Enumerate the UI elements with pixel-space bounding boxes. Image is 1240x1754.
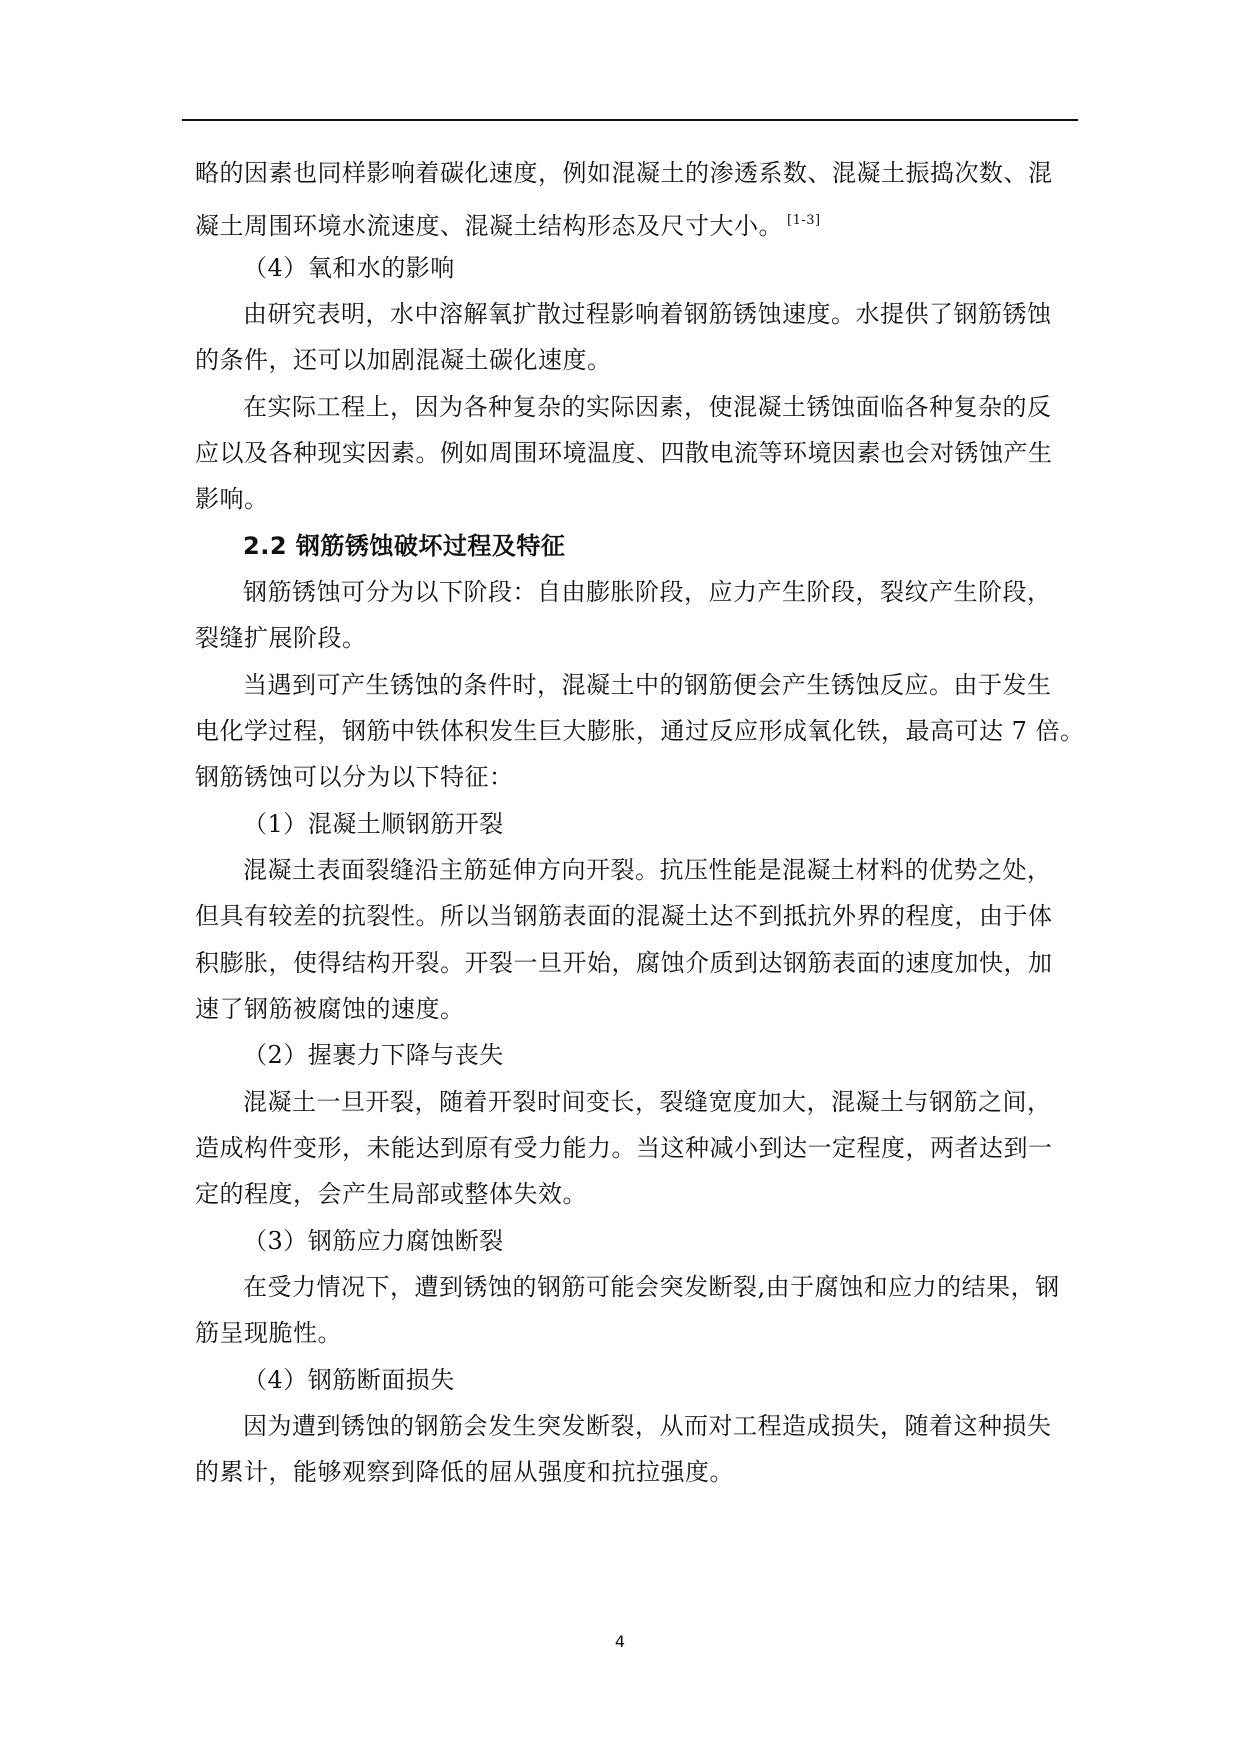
citation-reference: [1-3] (787, 213, 821, 228)
body-text-line: 的条件，还可以加剧混凝土碳化速度。 (195, 346, 612, 374)
body-text-line: 混凝土一旦开裂，随着开裂时间变长，裂缝宽度加大，混凝土与钢筋之间， (243, 1088, 1052, 1116)
subsection-item-heading: （3）钢筋应力腐蚀断裂 (243, 1227, 504, 1255)
body-text-line: 混凝土表面裂缝沿主筋延伸方向开裂。抗压性能是混凝土材料的优势之处， (243, 856, 1052, 884)
body-text-line: 钢筋锈蚀可以分为以下特征： (195, 763, 514, 791)
body-text-line: 应以及各种现实因素。例如周围环境温度、四散电流等环境因素也会对锈蚀产生 (195, 439, 1053, 467)
body-text-line: 当遇到可产生锈蚀的条件时，混凝土中的钢筋便会产生锈蚀反应。由于发生 (243, 671, 1052, 699)
body-text-line: 但具有较差的抗裂性。所以当钢筋表面的混凝土达不到抵抗外界的程度，由于体 (195, 902, 1053, 930)
body-text-line: 积膨胀，使得结构开裂。开裂一旦开始，腐蚀介质到达钢筋表面的速度加快，加 (195, 949, 1053, 977)
body-text-line: 略的因素也同样影响着碳化速度，例如混凝土的渗透系数、混凝土振捣次数、混 (195, 159, 1053, 187)
body-text-line: 在受力情况下，遭到锈蚀的钢筋可能会突发断裂,由于腐蚀和应力的结果，钢 (243, 1273, 1060, 1301)
body-text-line: 裂缝扩展阶段。 (195, 624, 367, 652)
body-text-line: 钢筋锈蚀可分为以下阶段：自由膨胀阶段，应力产生阶段，裂纹产生阶段， (243, 578, 1052, 606)
body-text-line: 速了钢筋被腐蚀的速度。 (195, 995, 465, 1023)
body-text-line: 因为遭到锈蚀的钢筋会发生突发断裂，从而对工程造成损失，随着这种损失 (243, 1412, 1052, 1440)
body-text-line: 凝土周围环境水流速度、混凝土结构形态及尺寸大小。 [1-3] (195, 212, 821, 240)
body-text-line: 的累计，能够观察到降低的屈从强度和抗拉强度。 (195, 1458, 734, 1486)
body-text-line: 定的程度，会产生局部或整体失效。 (195, 1180, 587, 1208)
page-number: 4 (614, 1632, 626, 1651)
body-text-line: 在实际工程上，因为各种复杂的实际因素，使混凝土锈蚀面临各种复杂的反 (243, 393, 1052, 421)
subsection-item-heading: （4）钢筋断面损失 (243, 1366, 455, 1394)
section-heading: 2.2 钢筋锈蚀破坏过程及特征 (243, 532, 566, 560)
body-text-line: 造成构件变形，未能达到原有受力能力。当这种减小到达一定程度，两者达到一 (195, 1134, 1053, 1162)
subsection-item-heading: （4）氧和水的影响 (243, 254, 455, 282)
body-text-line: 电化学过程，钢筋中铁体积发生巨大膨胀，通过反应形成氧化铁，最高可达 7 倍。 (195, 717, 1085, 745)
body-text-line: 筋呈现脆性。 (195, 1319, 342, 1347)
body-text-line: 影响。 (195, 485, 269, 513)
subsection-item-heading: （2）握裹力下降与丧失 (243, 1041, 504, 1069)
header-rule (182, 119, 1078, 121)
body-text-line: 由研究表明，水中溶解氧扩散过程影响着钢筋锈蚀速度。水提供了钢筋锈蚀 (243, 300, 1052, 328)
subsection-item-heading: （1）混凝土顺钢筋开裂 (243, 810, 504, 838)
